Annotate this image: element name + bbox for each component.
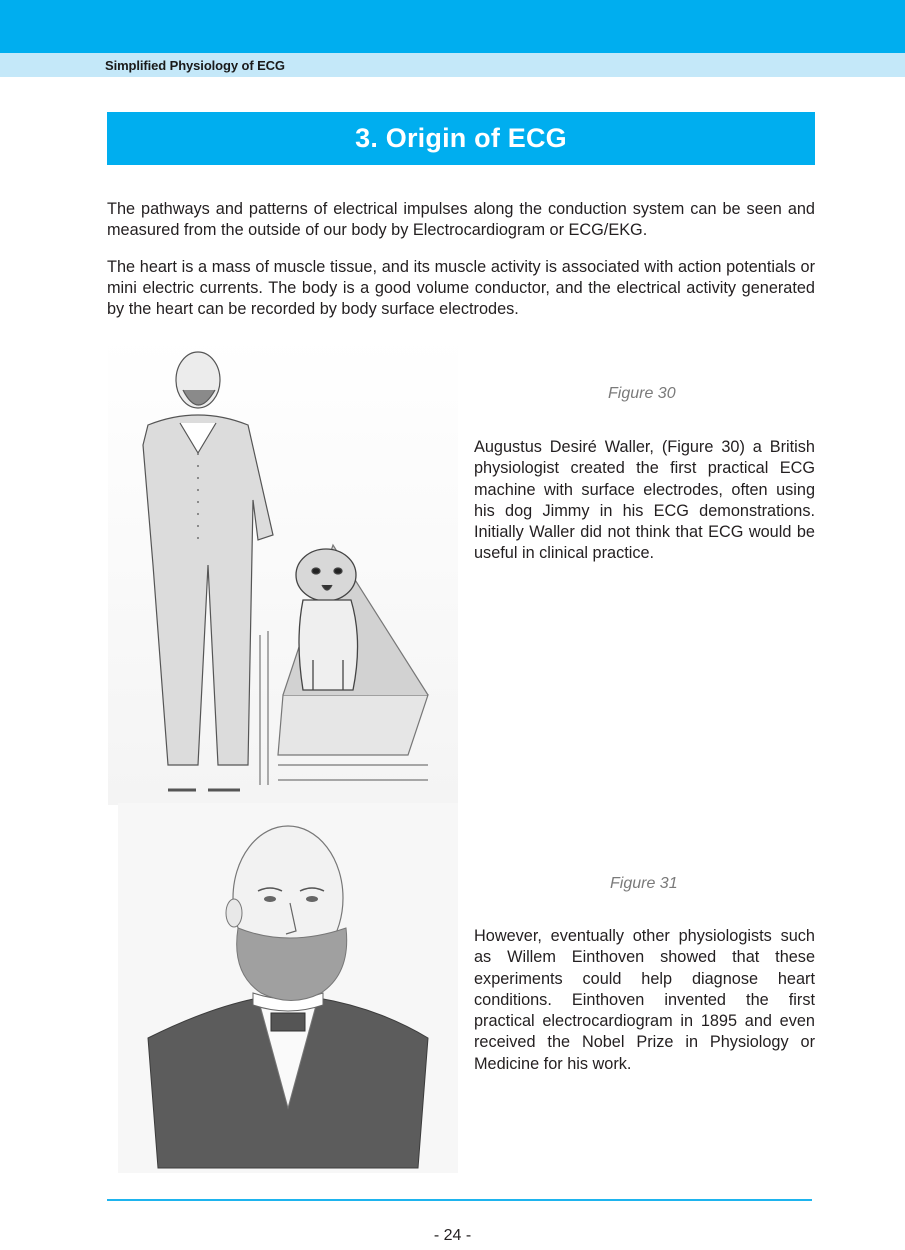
header-band: [0, 0, 905, 53]
einthoven-sketch-illustration: [118, 803, 458, 1173]
figure-30-image: [108, 335, 458, 805]
page-number: - 24 -: [433, 1227, 472, 1244]
footer-rule: [107, 1199, 812, 1201]
waller-sketch-illustration: [108, 335, 458, 805]
intro-paragraph-1: The pathways and patterns of electrical impulses along the conduction system can be seen and measured from the outside of our body by Electrocardiogram or ECG/EKG.: [107, 200, 815, 239]
figure-31-caption: Figure 31: [610, 875, 678, 892]
section-title-banner: [107, 112, 815, 165]
figure-31-description: However, eventually other physiologists such as Willem Einthoven showed that these experiments could help diagnose heart conditions. Einthoven invented the first practical electrocardiogram in 1895 and even received the Nobel Prize in Physiology or Medicine for his work.: [474, 927, 815, 1073]
intro-paragraph-2: The heart is a mass of muscle tissue, and its muscle activity is associated with action potentials or mini electric currents. The body is a good volume conductor, and the electrical activity generated by the heart can be recorded by body surface electrodes.: [107, 258, 815, 318]
figure-31-image: [118, 803, 458, 1173]
running-title: Simplified Physiology of ECG: [105, 58, 285, 73]
figure-30-description: Augustus Desiré Waller, (Figure 30) a British physiologist created the first practical ECG machine with surface electrodes, often using his dog Jimmy in his ECG demonstrations. Initially Waller did not think that ECG would be useful in clinical practice.: [474, 438, 815, 563]
section-title: 3. Origin of ECG: [355, 123, 567, 153]
figure-30-caption: Figure 30: [608, 385, 676, 402]
